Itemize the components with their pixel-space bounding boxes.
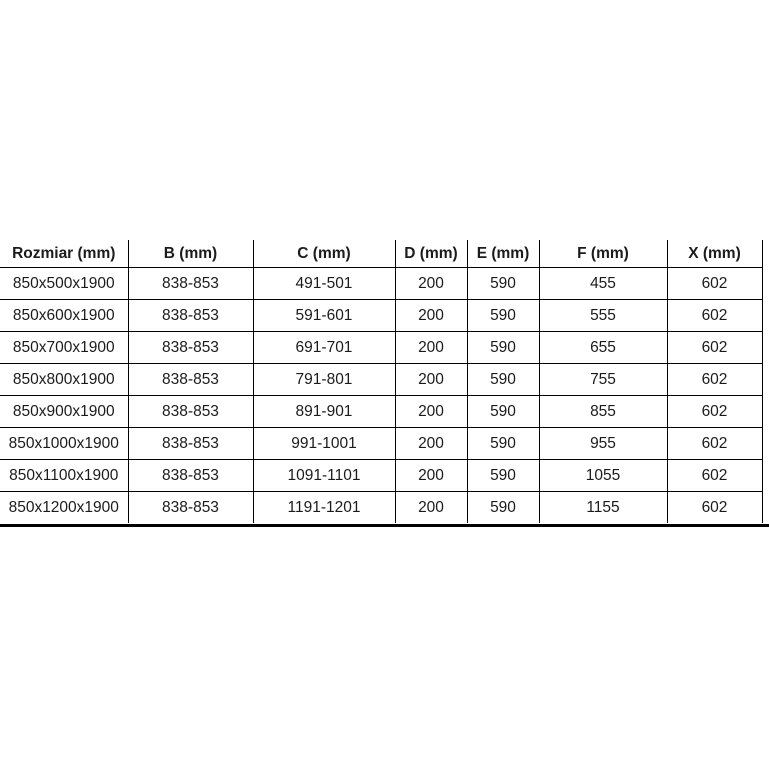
table-cell: 850x1100x1900: [0, 460, 128, 492]
table-cell: 590: [467, 332, 539, 364]
table-cell: 1091-1101: [253, 460, 395, 492]
table-cell: 602: [667, 396, 762, 428]
column-header: B (mm): [128, 240, 253, 268]
column-header: X (mm): [667, 240, 762, 268]
table-cell: 590: [467, 492, 539, 524]
column-header: C (mm): [253, 240, 395, 268]
table-cell: 838-853: [128, 492, 253, 524]
table-cell: 838-853: [128, 332, 253, 364]
table-row: [0, 396, 762, 428]
table-cell: 602: [667, 460, 762, 492]
table-cell: 200: [395, 300, 467, 332]
table-cell: 838-853: [128, 428, 253, 460]
table-cell: 838-853: [128, 300, 253, 332]
table-cell: 855: [539, 396, 667, 428]
table-cell: 1155: [539, 492, 667, 524]
table-cell: 602: [667, 492, 762, 524]
table-cell: 850x800x1900: [0, 364, 128, 396]
table-cell: 891-901: [253, 396, 395, 428]
table-cell: 838-853: [128, 268, 253, 300]
table-cell: 555: [539, 300, 667, 332]
table-cell: 591-601: [253, 300, 395, 332]
column-header: F (mm): [539, 240, 667, 268]
table-cell: 850x600x1900: [0, 300, 128, 332]
table-cell: 491-501: [253, 268, 395, 300]
table-cell: 590: [467, 460, 539, 492]
table-bottom-rule: [0, 524, 769, 527]
table-cell: 200: [395, 492, 467, 524]
table-cell: 602: [667, 300, 762, 332]
table-cell: 590: [467, 396, 539, 428]
table-cell: 755: [539, 364, 667, 396]
table-row: [0, 428, 762, 460]
table-cell: 850x1000x1900: [0, 428, 128, 460]
table-row: [0, 332, 762, 364]
table-cell: 850x1200x1900: [0, 492, 128, 524]
table-cell: 602: [667, 332, 762, 364]
header-row: [0, 240, 762, 268]
table-cell: 850x700x1900: [0, 332, 128, 364]
table-cell: 1191-1201: [253, 492, 395, 524]
table-cell: 655: [539, 332, 667, 364]
column-header: D (mm): [395, 240, 467, 268]
column-header: Rozmiar (mm): [0, 240, 128, 268]
table-cell: 691-701: [253, 332, 395, 364]
table-cell: 1055: [539, 460, 667, 492]
table-cell: 955: [539, 428, 667, 460]
table-cell: 838-853: [128, 396, 253, 428]
table-cell: 590: [467, 300, 539, 332]
table-cell: 991-1001: [253, 428, 395, 460]
column-header: E (mm): [467, 240, 539, 268]
table-cell: 455: [539, 268, 667, 300]
table-row: [0, 300, 762, 332]
table-cell: 590: [467, 268, 539, 300]
dimensions-table: [0, 240, 763, 523]
table-cell: 200: [395, 428, 467, 460]
table-cell: 200: [395, 268, 467, 300]
table-cell: 838-853: [128, 364, 253, 396]
table-cell: 791-801: [253, 364, 395, 396]
table-cell: 602: [667, 268, 762, 300]
table-body: [0, 268, 762, 524]
table-cell: 850x900x1900: [0, 396, 128, 428]
table-row: [0, 492, 762, 524]
table-cell: 838-853: [128, 460, 253, 492]
table-cell: 200: [395, 396, 467, 428]
table-cell: 602: [667, 364, 762, 396]
table-cell: 200: [395, 332, 467, 364]
table-row: [0, 364, 762, 396]
table-cell: 200: [395, 460, 467, 492]
table-row: [0, 268, 762, 300]
table-cell: 200: [395, 364, 467, 396]
table-cell: 850x500x1900: [0, 268, 128, 300]
table-cell: 590: [467, 364, 539, 396]
table-cell: 602: [667, 428, 762, 460]
table-row: [0, 460, 762, 492]
table-cell: 590: [467, 428, 539, 460]
